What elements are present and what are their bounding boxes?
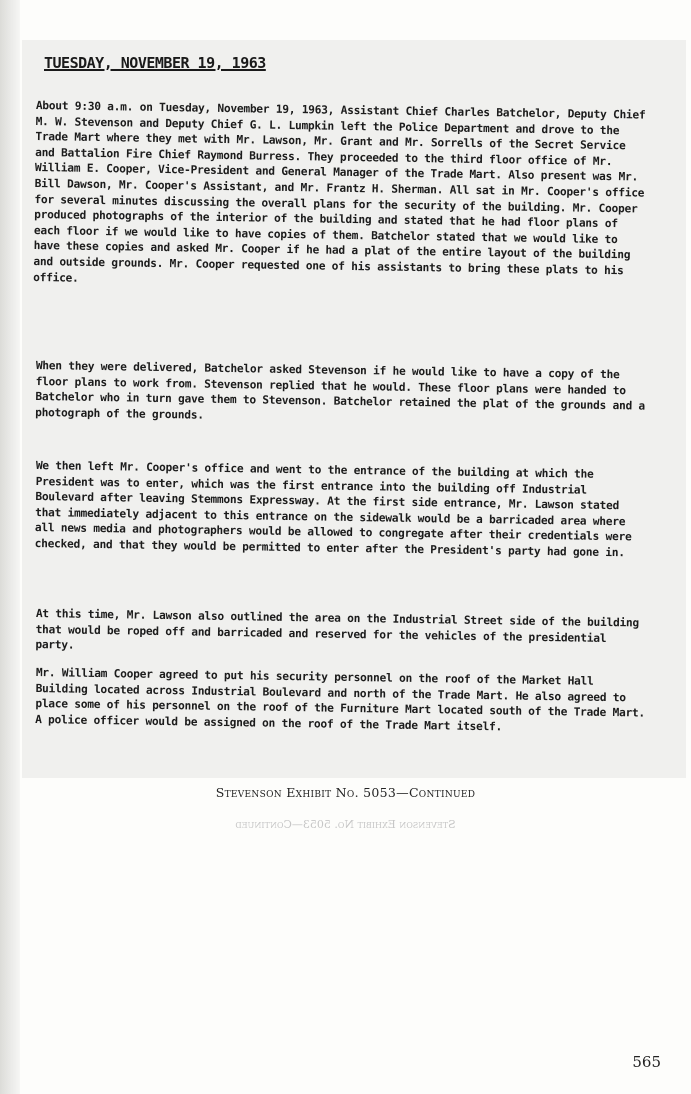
page-number: 565 [632,1053,661,1071]
paragraph-floor-plans: When they were delivered, Batchelor asked Stevenson if he would like to have a copy of the floor plans to work from. Stevenson replied that he would. These floor plans were handed to Batchelor who in turn gave them to Stevenson. Batchelor retained the plat of the grounds and a photograph of the grounds. [35,358,646,422]
paragraph-roof-security: Mr. William Cooper agreed to put his security personnel on the roof of the Market Hall Building located across Industrial Boulevard and north of the Trade Mart. He also agreed to place some of his personnel on the roof of the Furniture Mart located south of the Trade Mart. A police officer would be assigned on the roof of the Trade Mart itself. [35,665,646,734]
document-date-heading: TUESDAY, NOVEMBER 19, 1963 [44,54,266,72]
page-gutter [0,0,20,1094]
paragraph-industrial-street: At this time, Mr. Lawson also outlined the area on the Industrial Street side of the building that would be roped off and barricaded and reserved for the vehicles of the presidential party. [35,606,640,652]
paragraph-meeting-at-trade-mart: About 9:30 a.m. on Tuesday, November 19, 1963, Assistant Chief Charles Batchelor, Deputy Chief M. W. Stevenson and Deputy Chief G. L. Lumpkin left the Police Department and drove to the Trade Mart where they met with Mr. Lawson, Mr. Grant and Mr. Sorrells of the Secret Service and Battalion Fire Chief Raymond Burress. They proceeded to the third floor office of Mr. William E. Cooper, Vice-President and General Manager of the Trade Mart. Also present was Mr. Bill Dawson, Mr. Cooper's Assistant, and Mr. Frantz H. Sherman. All sat in Mr. Cooper's office for several minutes discussing the overall plans for the security of the building. Mr. Cooper produced photographs of the interior of the building and stated that he had floor plans of each floor if we would like to have copies of them. Batchelor stated that we would like to have these copies and asked Mr. Cooper if he had a plat of the entire layout of the building and outside grounds. Mr. Cooper requested one of his assistants to bring these plats to his office. [33,98,646,285]
paragraph-building-entrance: We then left Mr. Cooper's office and went to the entrance of the building at which the President was to enter, which was the first entrance into the building off Industrial Boulevard after leaving Stemmons Expressway. At the first side entrance, Mr. Lawson stated that immediately adjacent to this entrance on the sidewalk would be a barricaded area where all news media and photographers would be allowed to congregate after their credentials were checked, and that they would be permitted to enter after the President's party had gone in. [34,458,632,560]
exhibit-caption: Stevenson Exhibit No. 5053—Continued [215,785,476,800]
bleed-through-caption: Stevenson Exhibit No. 5053—Continued [235,818,456,831]
